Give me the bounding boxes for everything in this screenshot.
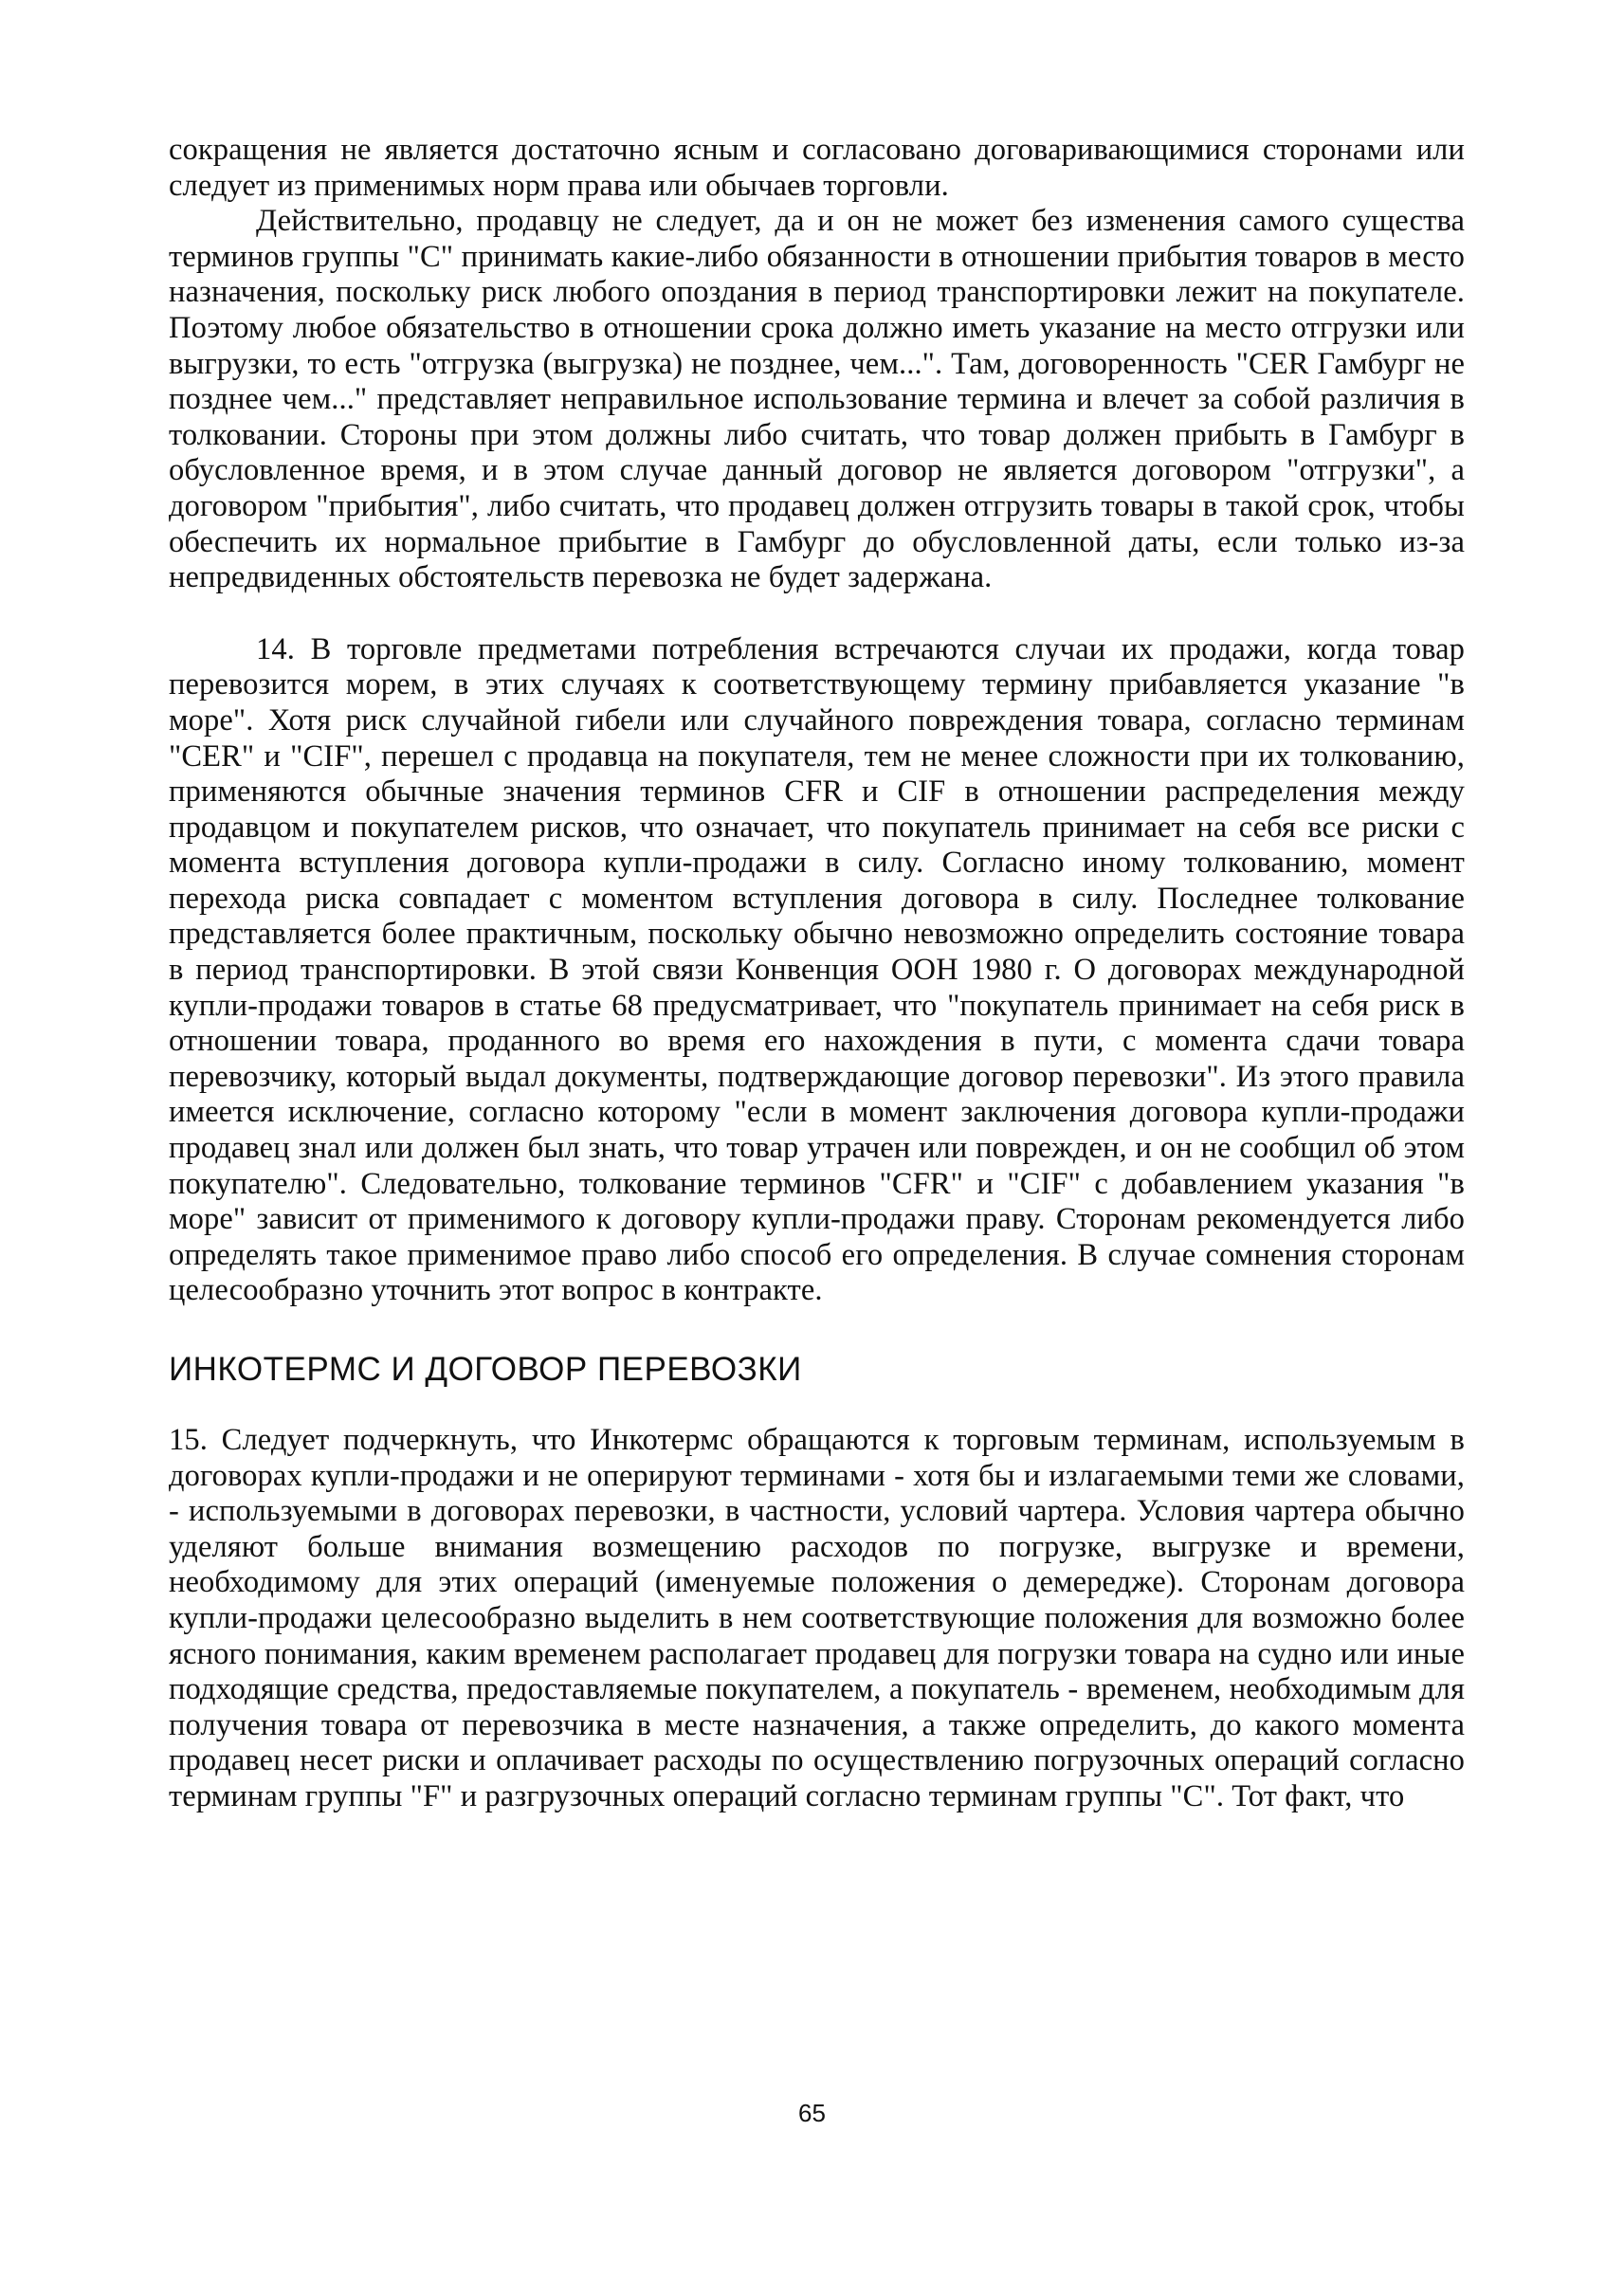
paragraph-continuation: сокращения не является достаточно ясным и согласовано договаривающимися сторонами или следует из применимых норм права или обычаев торговли. bbox=[169, 133, 1465, 203]
paragraph-14-goods-at-sea: 14. В торговле предметами потребления встречаются случаи их продажи, когда товар перевозится морем, в этих случаях к соответствующему термину прибавляется указание "в море". Хотя риск случайной гибели или случайного повреждения товара, согласно терминам "CER" и "CIF", перешел с продавца на покупателя, тем не менее сложности при их толкованию, применяются обычные значения терминов CFR и CIF в отношении распределения между продавцом и покупателем рисков, что означает, что покупатель принимает на себя все риски с момента вступления договора купли-продажи в силу. Согласно иному толкованию, момент перехода риска совпадает с моментом вступления договора в силу. Последнее толкование представляется более практичным, поскольку обычно невозможно определить состояние товара в период транспортировки. В этой связи Конвенция ООН 1980 г. О договорах международной купли-продажи товаров в статье 68 предусматривает, что "покупатель принимает на себя риск в отношении товара, проданного во время его нахождения в пути, с момента сдачи товара перевозчику, который выдал документы, подтверждающие договор перевозки". Из этого правила имеется исключение, согласно которому "если в момент заключения договора купли-продажи продавец знал или должен был знать, что товар утрачен или поврежден, и он не сообщил об этом покупателю". Следовательно, толкование терминов "CFR" и "CIF" с добавлением указания "в море" зависит от применимого к договору купли-продажи праву. Сторонам рекомендуется либо определять такое применимое право либо способ его определения. В случае сомнения сторонам целесообразно уточнить этот вопрос в контракте. bbox=[169, 631, 1465, 1308]
paragraph-c-terms-arrival: Действительно, продавцу не следует, да и он не может без изменения самого существа терминов группы "С" принимать какие-либо обязанности в отношении прибытия товаров в место назначения, поскольку риск любого опоздания в период транспортировки лежит на покупателе. Поэтому любое обязательство в отношении срока должно иметь указание на место отгрузки или выгрузки, то есть "отгрузка (выгрузка) не позднее, чем...". Там, договоренность "CER Гамбург не позднее чем..." представляет неправильное использование термина и влечет за собой различия в толковании. Стороны при этом должны либо считать, что товар должен прибыть в Гамбург в обусловленное время, и в этом случае данный договор не является договором "отгрузки", а договором "прибытия", либо считать, что продавец должен отгрузить товары в такой срок, чтобы обеспечить их нормальное прибытие в Гамбург до обусловленной даты, если только из-за непредвиденных обстоятельств перевозка не будет задержана. bbox=[169, 204, 1465, 595]
document-body bbox=[169, 133, 1465, 1815]
page-number: 65 bbox=[798, 2099, 826, 2127]
paragraph-15-carriage-contract: 15. Следует подчеркнуть, что Инкотермс обращаются к торговым терминам, используемым в договорах купли-продажи и не оперируют терминами - хотя бы и излагаемыми теми же словами, - используемыми в договорах перевозки, в частности, условий чартера. Условия чартера обычно уделяют больше внимания возмещению расходов по погрузке, выгрузке и времени, необходимому для этих операций (именуемые положения о демередже). Сторонам договора купли-продажи целесообразно выделить в нем соответствующие положения для возможно более ясного понимания, каким временем располагает продавец для погрузки товара на судно или иные подходящие средства, предоставляемые покупателем, а покупатель - временем, необходимым для получения товара от перевозчика в месте назначения, а также определить, до какого момента продавец несет риски и оплачивает расходы по осуществлению погрузочных операций согласно терминам группы "F" и разгрузочных операций согласно терминам группы "С". Тот факт, что bbox=[169, 1423, 1465, 1813]
section-heading: ИНКОТЕРМС И ДОГОВОР ПЕРЕВОЗКИ bbox=[169, 1351, 802, 1388]
